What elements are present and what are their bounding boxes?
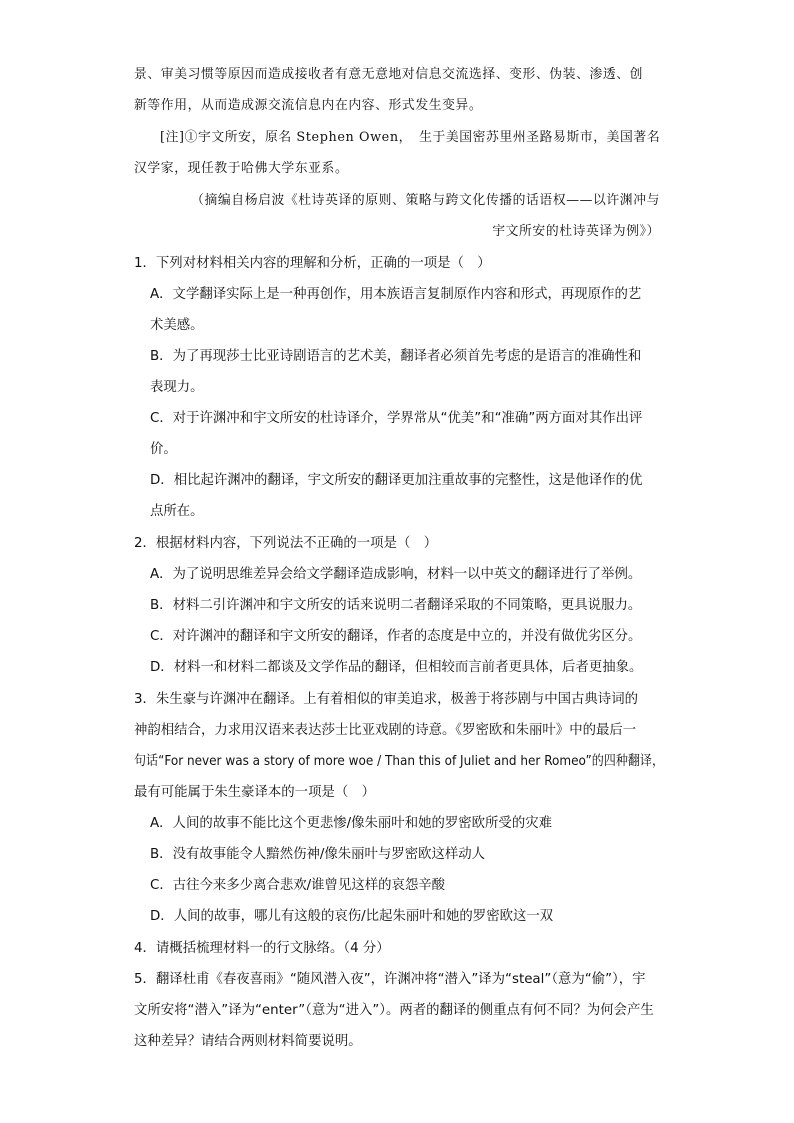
question-stem: 5．翻译杜甫《春夜喜雨》“随风潜入夜”，许渊冲将“潜入”译为“steal”（意为“偷”），宇 bbox=[134, 972, 646, 987]
source-citation-line: （摘编自杨启波《杜诗英译的原则、策略与跨文化传播的话语权——以许渊冲与 bbox=[191, 193, 660, 208]
question-stem: 1．下列对材料相关内容的理解和分析，正确的一项是（ ） bbox=[134, 256, 491, 271]
option-b[interactable]: B．材料二引许渊冲和宇文所安的话来说明二者翻译采取的不同策略，更具说服力。 bbox=[150, 598, 642, 613]
option-c[interactable]: C．对于许渊冲和宇文所安的杜诗译介，学界常从“优美”和“准确”两方面对其作出评 bbox=[150, 411, 643, 426]
footnote-line: [注]①宇文所安，原名 Stephen Owen， 生于美国密苏里州圣路易斯市，美国著名 bbox=[160, 130, 661, 145]
passage-line: 景、审美习惯等原因而造成接收者有意无意地对信息交流选择、变形、伪装、渗透、创 bbox=[134, 67, 644, 82]
option-a[interactable]: A．为了说明思维差异会给文学翻译造成影响，材料一以中英文的翻译进行了举例。 bbox=[150, 567, 642, 582]
option-a[interactable]: A．文学翻译实际上是一种再创作，用本族语言复制原作内容和形式，再现原作的艺 bbox=[150, 287, 642, 302]
question-stem: 文所安将“潜入”译为“enter”（意为“进入”）。两者的翻译的侧重点有何不同？为何会产生 bbox=[134, 1003, 654, 1018]
option-c-cont: 价。 bbox=[150, 442, 177, 457]
passage-line: 新等作用，从而造成源交流信息内在内容、形式发生变异。 bbox=[134, 98, 483, 113]
footnote-line: 汉学家，现任教于哈佛大学东亚系。 bbox=[134, 161, 349, 176]
question-stem: 句话“For never was a story of more woe / Than this of Juliet and her Romeo”的四种翻译， bbox=[134, 754, 664, 769]
question-stem: 这种差异？请结合两则材料简要说明。 bbox=[134, 1034, 362, 1049]
option-c[interactable]: C．对许渊冲的翻译和宇文所安的翻译，作者的态度是中立的，并没有做优劣区分。 bbox=[150, 629, 642, 644]
option-d[interactable]: D．相比起许渊冲的翻译，宇文所安的翻译更加注重故事的完整性，这是他译作的优 bbox=[150, 473, 643, 488]
option-c[interactable]: C．古往今来多少离合悲欢/谁曾见这样的哀怨辛酸 bbox=[150, 878, 446, 893]
option-d-cont: 点所在。 bbox=[150, 504, 204, 519]
option-a-cont: 术美感。 bbox=[150, 318, 204, 333]
source-citation-line: 宇文所安的杜诗英译为例》） bbox=[492, 224, 660, 239]
question-stem: 2．根据材料内容，下列说法不正确的一项是（ ） bbox=[134, 536, 438, 551]
option-b[interactable]: B．没有故事能令人黯然伤神/像朱丽叶与罗密欧这样动人 bbox=[150, 847, 486, 862]
question-stem: 4．请概括梳理材料一的行文脉络。（4 分） bbox=[134, 941, 390, 956]
option-d[interactable]: D．材料一和材料二都谈及文学作品的翻译，但相较而言前者更具体，后者更抽象。 bbox=[150, 660, 643, 675]
option-d[interactable]: D．人间的故事，哪儿有这般的哀伤/比起朱丽叶和她的罗密欧这一双 bbox=[150, 909, 554, 924]
option-b[interactable]: B．为了再现莎士比亚诗剧语言的艺术美，翻译者必须首先考虑的是语言的准确性和 bbox=[150, 349, 642, 364]
question-stem: 神韵相结合，力求用汉语来表达莎士比亚戏剧的诗意。《罗密欧和朱丽叶》中的最后一 bbox=[134, 723, 637, 738]
question-stem: 最有可能属于朱生豪译本的一项是（ ） bbox=[134, 785, 376, 800]
question-stem: 3．朱生豪与许渊冲在翻译。上有着相似的审美追求，极善于将莎剧与中国古典诗词的 bbox=[134, 692, 638, 707]
option-b-cont: 表现力。 bbox=[150, 380, 204, 395]
option-a[interactable]: A．人间的故事不能比这个更悲惨/像朱丽叶和她的罗密欧所受的灾难 bbox=[150, 816, 552, 831]
